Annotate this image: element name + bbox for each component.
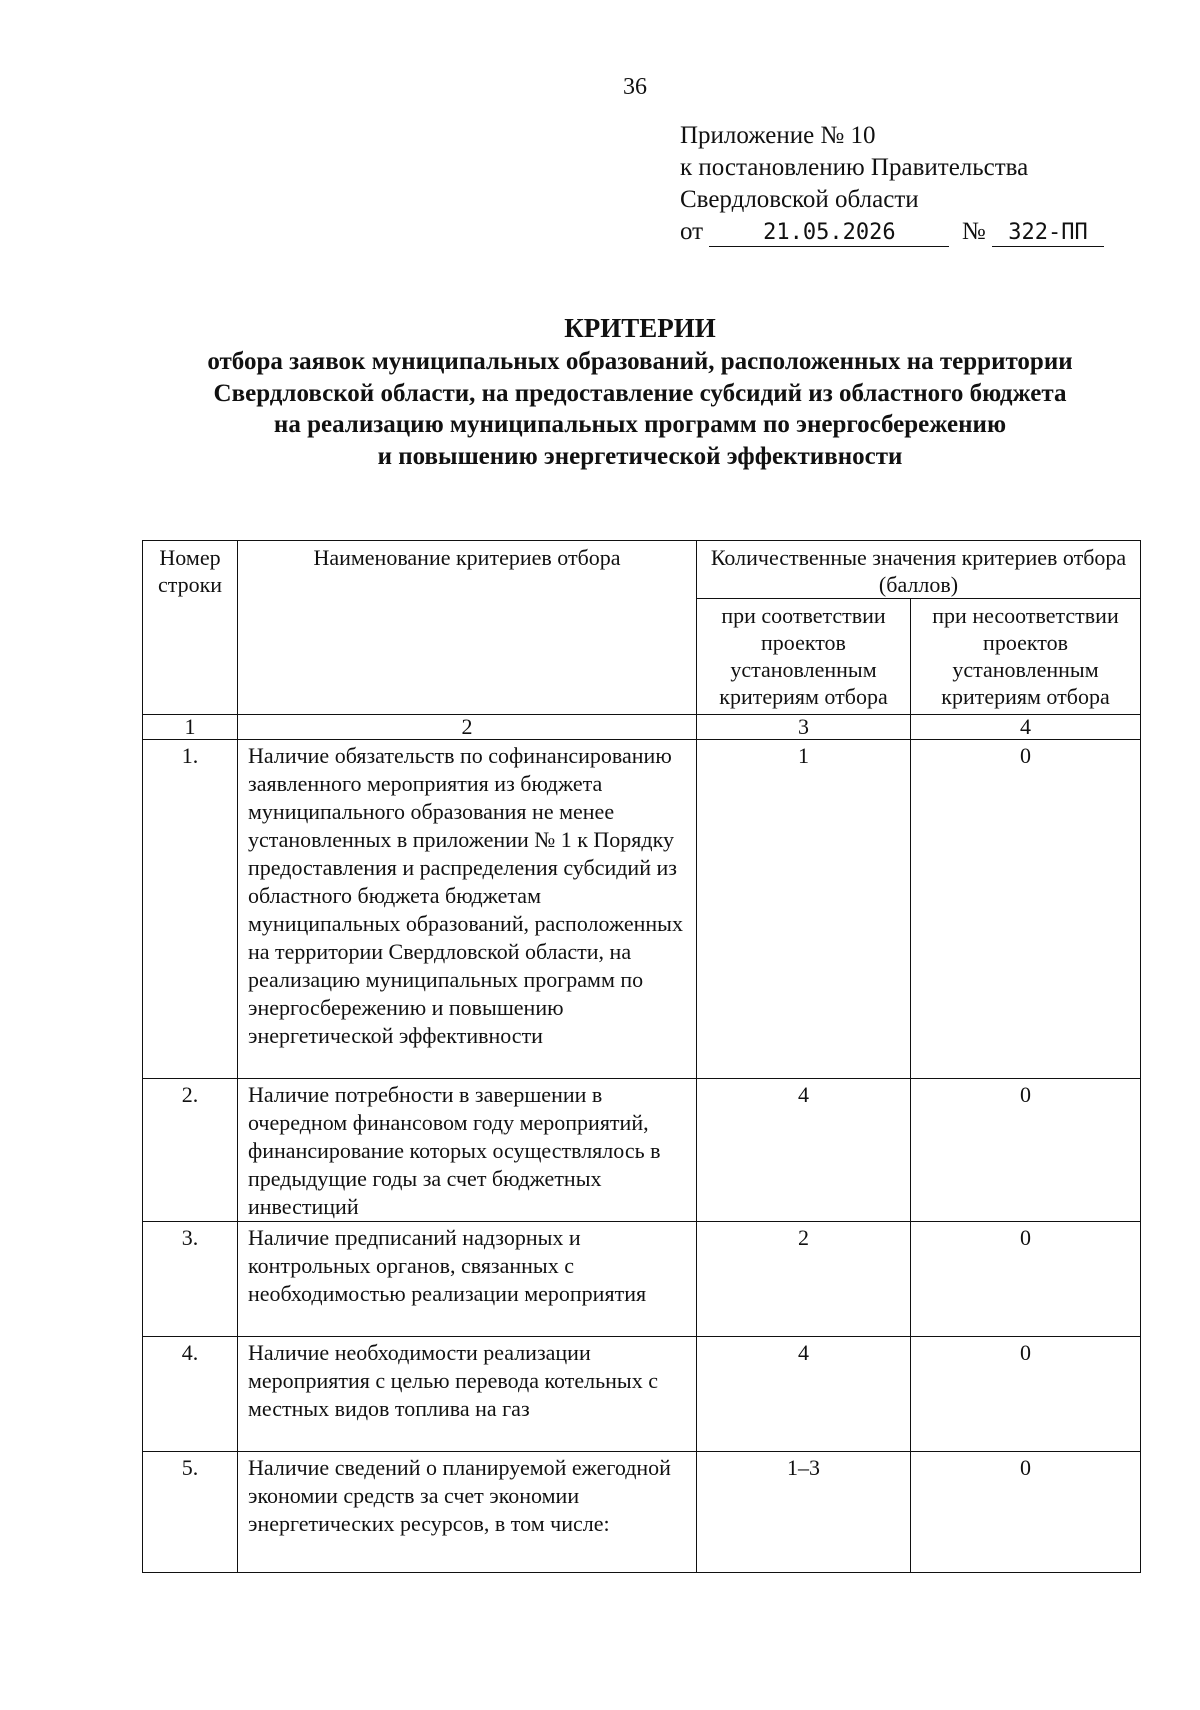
- column-number: 2: [238, 715, 697, 740]
- score-match: 1–3: [697, 1452, 911, 1573]
- date-prefix: от: [680, 218, 704, 245]
- document-subtitle-line: на реализацию муниципальных программ по энергосбережению: [273, 411, 1007, 438]
- score-mismatch: 0: [911, 1452, 1141, 1573]
- score-match: 2: [697, 1222, 911, 1337]
- criteria-table: [142, 540, 1141, 1573]
- appendix-line-3: Свердловской области: [680, 186, 919, 213]
- criterion-name: Наличие сведений о планируемой ежегодной экономии средств за счет экономии энергетических ресурсов, в том числе:: [238, 1452, 697, 1573]
- table-row: [143, 1079, 1141, 1222]
- document-subtitle-line: Свердловской области, на предоставление субсидий из областного бюджета: [213, 379, 1067, 407]
- column-number: 4: [911, 715, 1141, 740]
- header-criteria-name: Наименование критериев отбора: [238, 541, 697, 715]
- appendix-line-4: [680, 216, 1104, 248]
- criterion-name: Наличие потребности в завершении в очередном финансовом году мероприятий, финансирование которых осуществлялось в предыдущие годы за счет бюджетных инвестиций: [238, 1079, 697, 1222]
- table-row: [143, 1452, 1141, 1573]
- appendix-block: [680, 120, 1104, 248]
- score-match: 4: [697, 1337, 911, 1452]
- score-mismatch: 0: [911, 1079, 1141, 1222]
- row-number: 2.: [143, 1079, 238, 1222]
- document-title: КРИТЕРИИ: [564, 313, 716, 343]
- score-mismatch: 0: [911, 1222, 1141, 1337]
- score-mismatch: 0: [911, 740, 1141, 1079]
- table-row: [143, 740, 1141, 1079]
- document-title-block: [120, 310, 1160, 472]
- table-row: [143, 1222, 1141, 1337]
- column-numbers-row: [143, 715, 1141, 740]
- resolution-date: 21.05.2026: [709, 220, 949, 247]
- page-number: 36: [623, 74, 647, 100]
- score-match: 1: [697, 740, 911, 1079]
- resolution-number: 322-ПП: [992, 220, 1104, 247]
- row-number: 5.: [143, 1452, 238, 1573]
- column-number: 3: [697, 715, 911, 740]
- table-row: [143, 1337, 1141, 1452]
- row-number: 1.: [143, 740, 238, 1079]
- document-subtitle-line: и повышению энергетической эффективности: [377, 442, 903, 470]
- score-mismatch: 0: [911, 1337, 1141, 1452]
- number-prefix: №: [961, 218, 986, 245]
- row-number: 3.: [143, 1222, 238, 1337]
- score-match: 4: [697, 1079, 911, 1222]
- criterion-name: Наличие обязательств по софинансированию заявленного мероприятия из бюджета муниципального образования не менее установленных в приложении № 1 к Порядку предоставления и распределения субсидий из областного бюджета бюджетам муниципальных образований, расположенных на территории Свердловской области, на реализацию муниципальных программ по энергосбережению и повышению энергетической эффективности: [238, 740, 697, 1079]
- header-mismatch: при несоответствии проектов установленным критериям отбора: [911, 599, 1141, 715]
- document-subtitle-line: отбора заявок муниципальных образований, расположенных на территории: [207, 348, 1073, 375]
- appendix-line-1: Приложение № 10: [680, 122, 876, 149]
- header-quantitative-values: Количественные значения критериев отбора (баллов): [697, 541, 1141, 599]
- column-number: 1: [143, 715, 238, 740]
- row-number: 4.: [143, 1337, 238, 1452]
- appendix-line-2: к постановлению Правительства: [680, 154, 1029, 181]
- criterion-name: Наличие предписаний надзорных и контрольных органов, связанных с необходимостью реализации мероприятия: [238, 1222, 697, 1337]
- header-row-number: Номер строки: [143, 541, 238, 715]
- header-match: при соответствии проектов установленным критериям отбора: [697, 599, 911, 715]
- criterion-name: Наличие необходимости реализации мероприятия с целью перевода котельных с местных видов топлива на газ: [238, 1337, 697, 1452]
